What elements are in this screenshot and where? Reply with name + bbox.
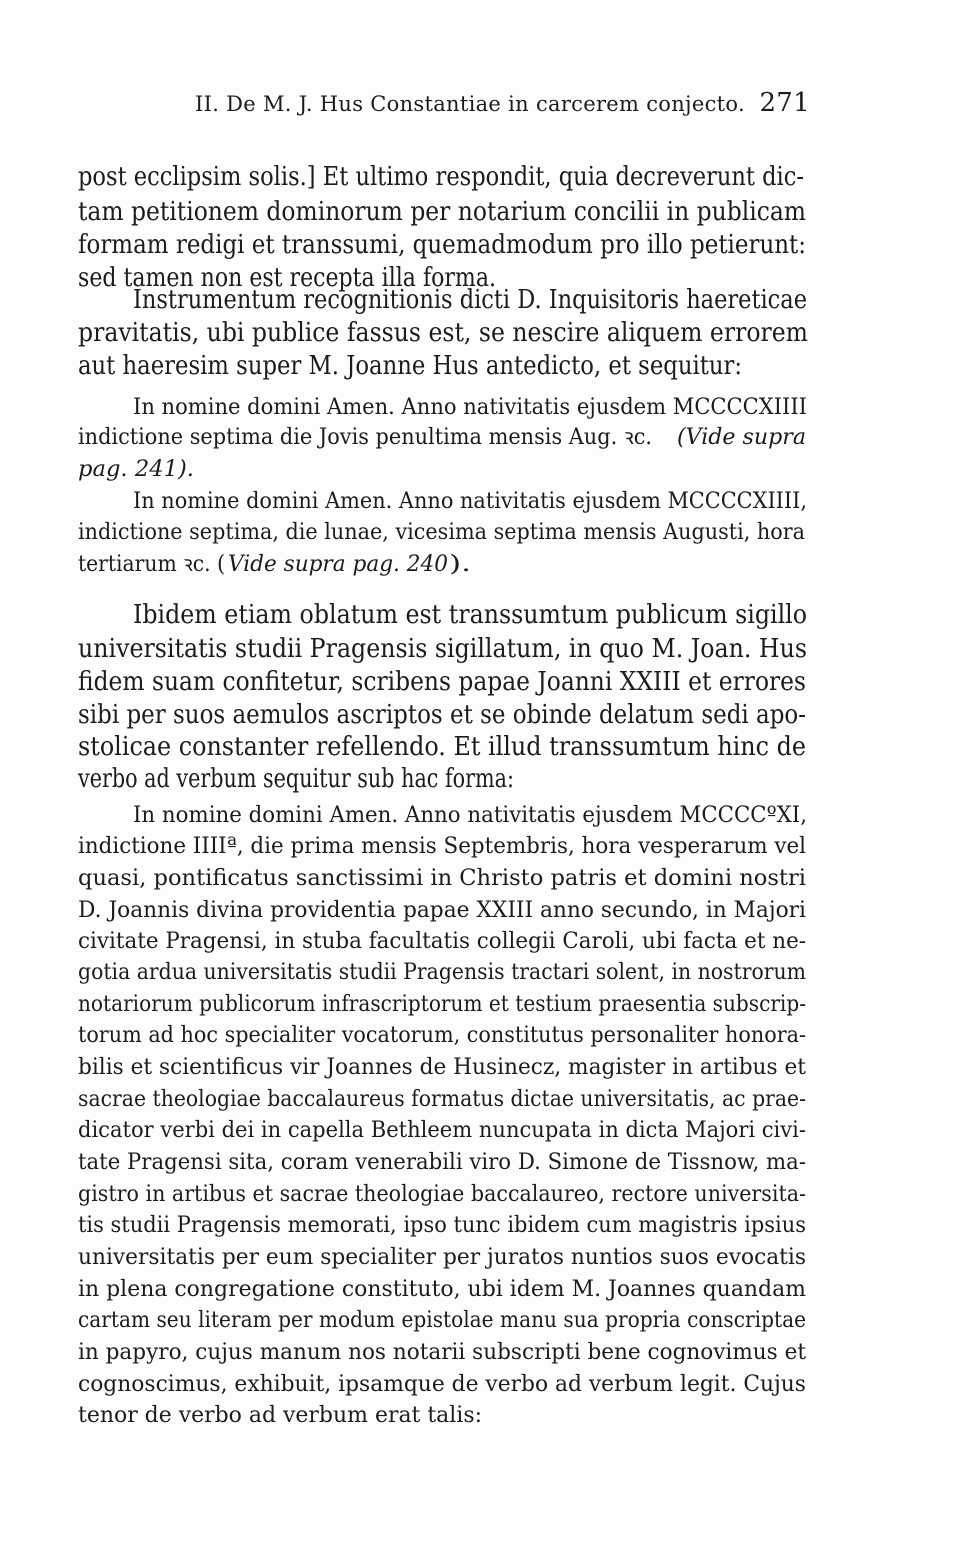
text-line bbox=[0, 864, 960, 898]
text-line bbox=[0, 927, 960, 961]
text-line-content: In nomine domini Amen. Anno nativitatis ejusdem MCCCCXIIII bbox=[133, 395, 807, 420]
text-line bbox=[0, 832, 960, 866]
text-line-content: In nomine domini Amen. Anno nativitatis ejusdem MCCCCXIIII, bbox=[133, 489, 807, 514]
text-line bbox=[0, 698, 960, 732]
text-line bbox=[0, 1370, 960, 1404]
text-line-content: sacrae theologiae baccalaureus formatus dictae universitatis, ac prae- bbox=[78, 1087, 806, 1112]
text-line-content: in papyro, cujus manum nos notarii subscripti bene cognovimus et bbox=[78, 1340, 806, 1365]
text-line-content: sibi per suos aemulos ascriptos et se obinde delatum sedi apo- bbox=[78, 700, 806, 730]
text-line-content: stolicae constanter refellendo. Et illud transsumtum hinc de bbox=[78, 732, 806, 762]
text-line bbox=[0, 896, 960, 930]
citation-italic: pag. 241). bbox=[78, 457, 194, 482]
text-line-content: gotia ardua universitatis studii Pragensis tractari solent, in nostrorum bbox=[78, 960, 806, 985]
text-line-content: verbo ad verbum sequitur sub hac forma: bbox=[78, 764, 514, 794]
running-title: II. De M. J. Hus Constantiae in carcerem conjecto. bbox=[195, 92, 745, 116]
text-line bbox=[0, 283, 960, 317]
text-line-content: pravitatis, ubi publice fassus est, se nescire aliquem errorem bbox=[78, 318, 808, 348]
text-line-content: post ecclipsim solis.] Et ultimo respondit, quia decreverunt dic- bbox=[78, 162, 804, 192]
text-line-content: cognoscimus, exhibuit, ipsamque de verbo ad verbum legit. Cujus bbox=[78, 1372, 806, 1397]
text-line bbox=[0, 1211, 960, 1245]
citation-italic: (Vide supra bbox=[677, 425, 806, 450]
text-line-content: cartam seu literam per modum epistolae manu sua propria conscriptae bbox=[78, 1308, 806, 1333]
text-line-content: universitatis studii Pragensis sigillatum, in quo M. Joan. Hus bbox=[78, 634, 807, 664]
text-line-content: sed tamen non est recepta illa forma. bbox=[78, 263, 496, 293]
text-line bbox=[0, 730, 960, 764]
text-line bbox=[0, 316, 960, 350]
text-line-content: universitatis per eum specialiter per juratos nuntios suos evocatis bbox=[78, 1245, 806, 1270]
page-number: 271 bbox=[759, 88, 810, 118]
text-line bbox=[0, 1306, 960, 1340]
text-line-content: ). bbox=[449, 552, 471, 577]
text-line bbox=[0, 423, 960, 457]
text-line bbox=[0, 195, 960, 229]
text-line-content: in plena congregatione constituto, ubi idem M. Joannes quandam bbox=[78, 1277, 806, 1302]
text-line-content: tenor de verbo ad verbum erat talis: bbox=[78, 1403, 482, 1428]
text-line bbox=[0, 1338, 960, 1372]
text-line bbox=[0, 349, 960, 383]
text-line-content: formam redigi et transsumi, quemadmodum pro illo petierunt: bbox=[78, 230, 806, 260]
text-line bbox=[0, 1053, 960, 1087]
text-line bbox=[0, 1085, 960, 1119]
text-line bbox=[0, 455, 960, 489]
text-line-content: civitate Pragensi, in stuba facultatis collegii Caroli, ubi facta et ne- bbox=[78, 929, 806, 954]
text-line bbox=[0, 665, 960, 699]
text-line bbox=[0, 632, 960, 666]
text-line bbox=[0, 550, 960, 584]
text-line bbox=[0, 1021, 960, 1055]
text-line bbox=[0, 160, 960, 194]
text-line-content: torum ad hoc specialiter vocatorum, constitutus personaliter honora- bbox=[78, 1023, 806, 1048]
text-line-content: indictione IIIIª, die prima mensis Septembris, hora vesperarum vel bbox=[78, 834, 806, 859]
citation-italic: Vide supra pag. 240 bbox=[228, 552, 448, 577]
text-line-content: gistro in artibus et sacrae theologiae baccalaureo, rectore universita- bbox=[78, 1182, 806, 1207]
text-line bbox=[0, 1116, 960, 1150]
text-line-content: bilis et scientificus vir Joannes de Husinecz, magister in artibus et bbox=[78, 1055, 806, 1080]
text-line-content: dicator verbi dei in capella Bethleem nuncupata in dicta Majori civi- bbox=[78, 1118, 806, 1143]
text-line bbox=[0, 393, 960, 427]
text-line bbox=[0, 1243, 960, 1277]
running-head bbox=[195, 88, 810, 124]
text-line bbox=[0, 487, 960, 521]
text-line bbox=[0, 990, 960, 1024]
text-line-content: indictione septima die Jovis penultima mensis Aug. ꝛc. bbox=[78, 425, 652, 450]
text-line-content: tertiarum ꝛc. ( bbox=[78, 552, 225, 577]
text-line-content: Instrumentum recognitionis dicti D. Inquisitoris haereticae bbox=[133, 285, 807, 315]
text-line-content: Ibidem etiam oblatum est transsumtum publicum sigillo bbox=[133, 600, 807, 630]
text-line bbox=[0, 1148, 960, 1182]
text-line-content: fidem suam confitetur, scribens papae Joanni XXIII et errores bbox=[78, 667, 806, 697]
text-line bbox=[0, 801, 960, 835]
text-line bbox=[0, 518, 960, 552]
text-line-content: aut haeresim super M. Joanne Hus antedicto, et sequitur: bbox=[78, 351, 742, 381]
text-line bbox=[0, 228, 960, 262]
text-line bbox=[0, 762, 960, 796]
text-line bbox=[0, 598, 960, 632]
text-line bbox=[0, 1401, 960, 1435]
text-line bbox=[0, 1180, 960, 1214]
text-line-content: tam petitionem dominorum per notarium concilii in publicam bbox=[78, 197, 806, 227]
text-line-content: indictione septima, die lunae, vicesima septima mensis Augusti, hora bbox=[78, 520, 805, 545]
text-line bbox=[0, 958, 960, 992]
text-line-content: D. Joannis divina providentia papae XXIII anno secundo, in Majori bbox=[78, 898, 806, 923]
text-line bbox=[0, 1275, 960, 1309]
text-line-content: In nomine domini Amen. Anno nativitatis ejusdem MCCCCºXI, bbox=[133, 803, 807, 828]
text-line-content: tis studii Pragensis memorati, ipso tunc ibidem cum magistris ipsius bbox=[78, 1213, 806, 1238]
text-line-content: quasi, pontificatus sanctissimi in Christo patris et domini nostri bbox=[78, 866, 806, 891]
text-line-content: tate Pragensi sita, coram venerabili viro D. Simone de Tissnow, ma- bbox=[78, 1150, 806, 1175]
text-line-content: notariorum publicorum infrascriptorum et testium praesentia subscrip- bbox=[78, 992, 806, 1017]
